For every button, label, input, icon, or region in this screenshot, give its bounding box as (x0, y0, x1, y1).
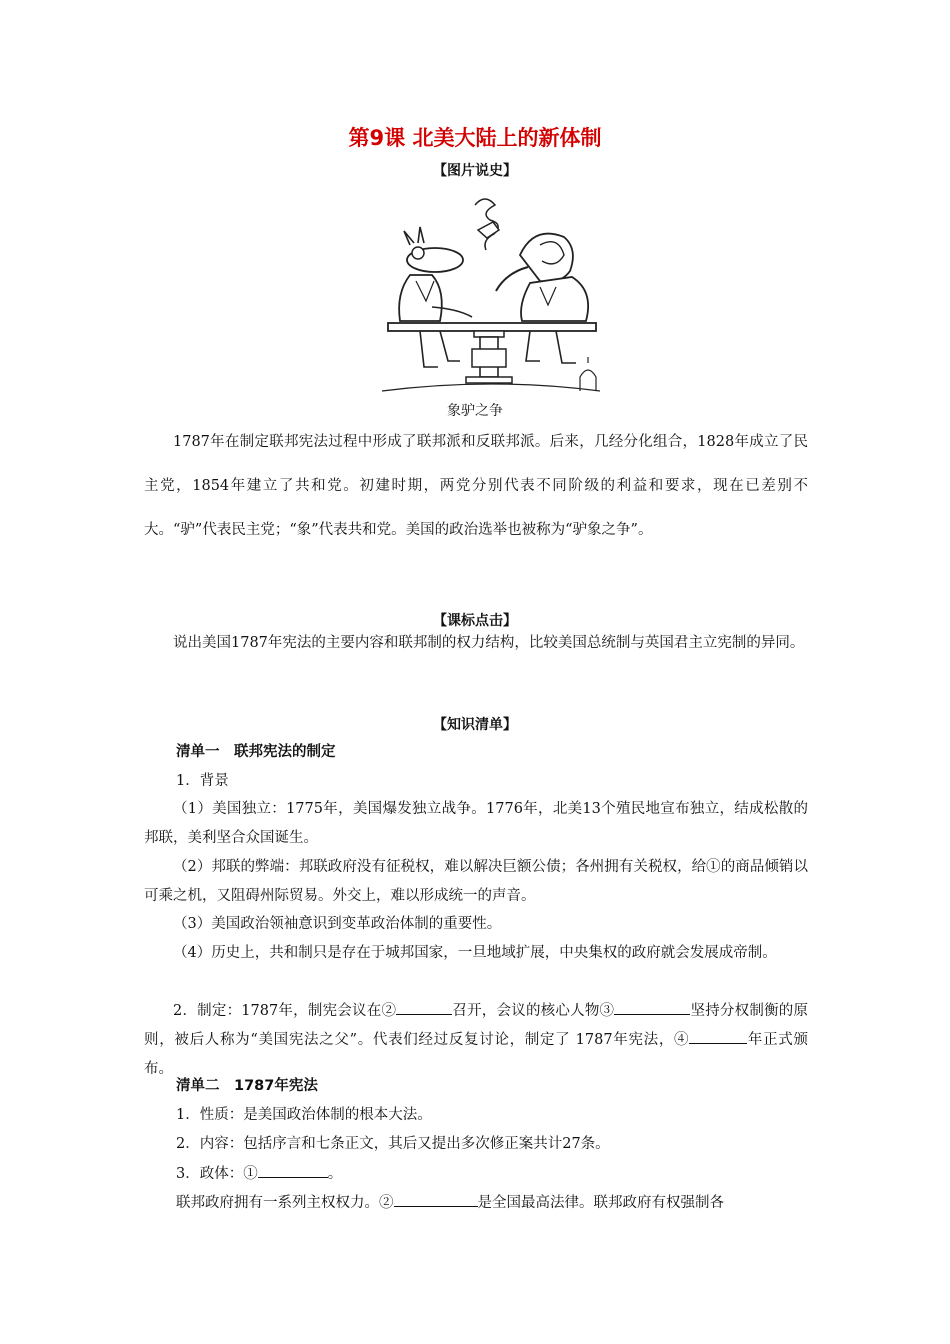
donkey-elephant-cartoon (380, 185, 602, 395)
background-item-2: （2）邦联的弊端：邦联政府没有征税权，难以解决巨额公债；各州拥有关税权，给①的商品倾销以可乘之机，又阻碍州际贸易。外交上，难以形成统一的声音。 (144, 859, 808, 904)
constitution-nature: 1．性质：是美国政治体制的根本大法。 (176, 1107, 432, 1123)
background-item-3: （3）美国政治领袖意识到变革政治体制的重要性。 (173, 916, 502, 932)
blank-supreme-law[interactable] (394, 1192, 478, 1207)
lesson-title: 第9课 北美大陆上的新体制 (348, 126, 602, 150)
standard-paragraph: 说出美国1787年宪法的主要内容和联邦制的权力结构，比较美国总统制与英国君主立宪制的异同。 (173, 635, 805, 651)
federal-text-a: 联邦政府拥有一系列主权权力。② (176, 1195, 394, 1211)
federal-text-b: 是全国最高法律。联邦政府有权强制各 (477, 1195, 724, 1211)
making-text-c: 坚持分权制衡的原则，被后人称为“美国宪法之父”。代表们经过反复讨论，制定了 1787年宪法，④ (144, 1003, 808, 1048)
making-paragraph (144, 997, 808, 1084)
federal-powers (176, 1192, 808, 1213)
knowledge-section-heading: 【知识清单】 (433, 717, 517, 733)
standard-section-heading: 【课标点击】 (433, 613, 517, 629)
picture-paragraph: 1787年在制定联邦宪法过程中形成了联邦派和反联邦派。后来，几经分化组合，1828年成立了民主党，1854年建立了共和党。初建时期，两党分别代表不同阶级的利益和要求，现在已差别不大。“驴”代表民主党；“象”代表共和党。美国的政治选举也被称为“驴象之争”。 (144, 434, 808, 538)
blank-core-person[interactable] (614, 1000, 690, 1015)
list2-title: 清单二 1787年宪法 (176, 1078, 318, 1094)
constitution-content: 2．内容：包括序言和七条正文，其后又提出多次修正案共计27条。 (176, 1136, 610, 1152)
constitution-polity (176, 1163, 808, 1184)
background-item-1: （1）美国独立：1775年，美国爆发独立战争。1776年，北美13个殖民地宣布独立，结成松散的邦联，美利坚合众国诞生。 (144, 801, 808, 846)
making-text-b: 召开，会议的核心人物③ (452, 1003, 615, 1019)
making-text-d: 年正式颁布。 (144, 1032, 808, 1077)
blank-year[interactable] (689, 1029, 747, 1044)
background-label: 1．背景 (176, 773, 229, 789)
picture-section-heading: 【图片说史】 (433, 163, 517, 179)
polity-text-a: 3．政体：① (176, 1166, 258, 1182)
blank-location[interactable] (396, 1000, 452, 1015)
making-text-a: 2．制定：1787年，制宪会议在② (173, 1003, 397, 1019)
polity-text-b: 。 (327, 1166, 343, 1182)
cartoon-caption: 象驴之争 (447, 403, 503, 419)
blank-polity[interactable] (258, 1163, 328, 1178)
background-item-4: （4）历史上，共和制只是存在于城邦国家，一旦地域扩展，中央集权的政府就会发展成帝制。 (173, 945, 777, 961)
list1-title: 清单一 联邦宪法的制定 (176, 744, 336, 760)
